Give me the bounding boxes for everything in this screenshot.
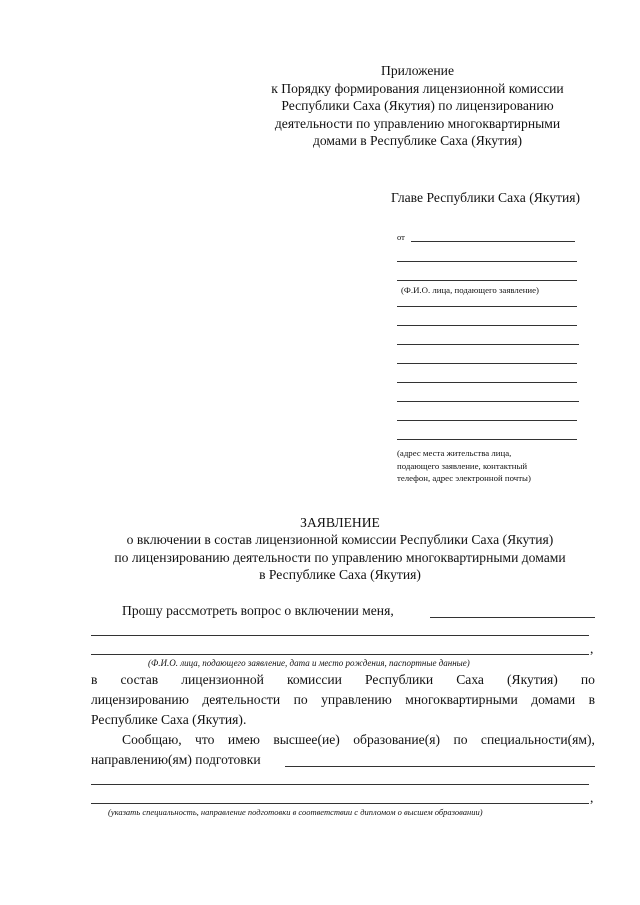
address-line[interactable] (397, 420, 577, 421)
fio-line[interactable] (397, 280, 577, 281)
fio-line[interactable] (397, 261, 577, 262)
education-hint: (указать специальность, направление подготовки в соответствии с дипломом о высшем образовании) (108, 807, 483, 817)
address-line[interactable] (397, 325, 577, 326)
appendix-header (240, 62, 595, 150)
paragraph-line: лицензированию деятельности по управлению многоквартирными домами в (91, 692, 595, 707)
word: лицензионной (181, 672, 264, 687)
appendix-line: к Порядку формирования лицензионной комиссии (271, 80, 564, 96)
person-line[interactable] (430, 617, 595, 618)
appendix-line: домами в Республике Саха (Якутия) (312, 133, 523, 148)
word: в (91, 672, 98, 687)
paragraph-line: Республике Саха (Якутия). (91, 712, 247, 727)
word: Сообщаю, (122, 732, 182, 747)
word: (Якутия) (507, 672, 558, 687)
document-subtitle-line: по лицензированию деятельности по управлению многоквартирными домами (114, 550, 566, 565)
person-hint: (Ф.И.О. лица, подающего заявление, дата и место рождения, паспортные данные) (148, 658, 470, 668)
address-hint (397, 447, 531, 485)
education-line-field[interactable] (91, 803, 589, 804)
comma: , (590, 641, 594, 656)
word: по (453, 732, 468, 747)
address-line[interactable] (397, 306, 577, 307)
education-line-field[interactable] (285, 766, 595, 767)
fio-hint: (Ф.И.О. лица, подающего заявление) (401, 285, 539, 295)
person-line[interactable] (91, 635, 589, 636)
word: Саха (456, 672, 484, 687)
word: что (195, 732, 215, 747)
word: высшее(ие) (273, 732, 340, 747)
word: образование(я) (353, 732, 441, 747)
address-hint-line: телефон, адрес электронной почты) (397, 473, 531, 483)
address-line[interactable] (397, 439, 577, 440)
request-text: Прошу рассмотреть вопрос о включении меня, (122, 603, 394, 618)
address-hint-line: (адрес места жительства лица, (397, 448, 512, 458)
word: комиссии (287, 672, 342, 687)
education-line-field[interactable] (91, 784, 589, 785)
address-line[interactable] (397, 382, 577, 383)
address-hint-line: подающего заявление, контактный (397, 460, 528, 471)
comma: , (590, 790, 594, 805)
from-label: от (397, 232, 405, 242)
word: специальности(ям), (480, 732, 595, 747)
address-line[interactable] (397, 363, 577, 364)
direction-text: направлению(ям) подготовки (91, 752, 261, 767)
address-line[interactable] (397, 401, 579, 402)
word: по (580, 672, 595, 687)
justified-line (91, 672, 595, 688)
appendix-line: Республики Саха (Якутия) по лицензированию (281, 98, 554, 113)
education-line (122, 732, 595, 748)
address-line[interactable] (397, 344, 579, 345)
word: имею (227, 732, 260, 747)
document-subtitle-line: в Республике Саха (Якутия) (259, 567, 421, 582)
document-title: ЗАЯВЛЕНИЕ (300, 515, 380, 530)
word: состав (120, 672, 159, 687)
appendix-line: деятельности по управлению многоквартирными (274, 115, 561, 131)
person-line[interactable] (91, 654, 589, 655)
appendix-line: Приложение (381, 63, 454, 78)
fio-line[interactable] (411, 241, 575, 242)
addressee: Главе Республики Саха (Якутия) (391, 190, 580, 205)
document-subtitle-line: о включении в состав лицензионной комиссии Республики Саха (Якутия) (126, 532, 554, 547)
word: Республики (364, 672, 434, 687)
